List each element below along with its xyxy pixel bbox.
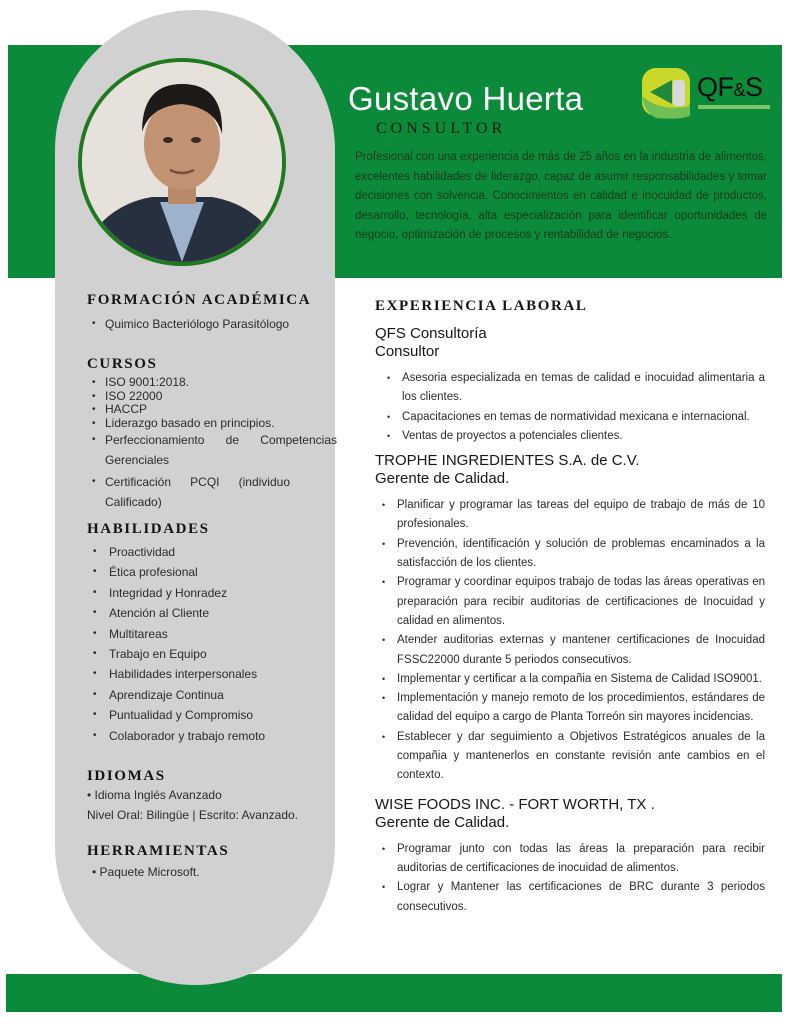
cursos-list bbox=[87, 376, 337, 512]
curso-item: • ISO 22000 bbox=[87, 390, 337, 404]
job-duty: • Atender auditorias externas y mantener certificaciones de Inocuidad FSSC22000 durante 5 periodos consecutivos. bbox=[375, 631, 765, 670]
experience-section bbox=[375, 298, 765, 917]
habilidad-item: • Multitareas bbox=[87, 624, 337, 644]
curso-item: • Perfeccionamiento de Competencias Gerenciales bbox=[87, 430, 337, 470]
habilidad-item: • Proactividad bbox=[87, 542, 337, 562]
curso-item: • HACCP bbox=[87, 403, 337, 417]
job-duty: • Programar junto con todas las áreas la preparación para recibir auditorias de certificaciones de inocuidad de alimentos. bbox=[375, 840, 765, 879]
idiomas-detail: Nivel Oral: Bilingüe | Escrito: Avanzado. bbox=[87, 808, 298, 823]
footer-bar bbox=[6, 974, 782, 1012]
job-duties bbox=[375, 840, 765, 917]
company-logo bbox=[640, 66, 775, 122]
curso-item: • ISO 9001:2018. bbox=[87, 376, 337, 390]
experiencia-heading: EXPERIENCIA LABORAL bbox=[375, 298, 588, 314]
habilidad-item: • Ética profesional bbox=[87, 562, 337, 582]
job-duty: • Prevención, identificación y solución de problemas encaminados a la satisfacción de los clientes. bbox=[375, 535, 765, 574]
person-name: Gustavo Huerta bbox=[348, 80, 584, 117]
habilidades-heading: HABILIDADES bbox=[87, 521, 210, 537]
profile-photo bbox=[78, 58, 286, 266]
job-title: Gerente de Calidad. bbox=[375, 813, 510, 831]
habilidad-item: • Colaborador y trabajo remoto bbox=[87, 726, 337, 746]
job-duty: • Capacitaciones en temas de normatividad mexicana e internacional. bbox=[380, 408, 765, 427]
logo-text: QF&S bbox=[697, 72, 763, 102]
cursos-heading: CURSOS bbox=[87, 356, 158, 372]
job-duty: • Programar y coordinar equipos trabajo de todas las áreas operativas en preparación para recibir auditorias de certificaciones de Inocuidad y calidad en alimentos. bbox=[375, 573, 765, 631]
habilidad-item: • Integridad y Honradez bbox=[87, 583, 337, 603]
curso-item: • Certificación PCQI (individuo Calificado) bbox=[87, 472, 290, 512]
person-role: CONSULTOR bbox=[376, 120, 507, 137]
formacion-list bbox=[87, 314, 337, 334]
job-company: TROPHE INGREDIENTES S.A. de C.V. bbox=[375, 452, 640, 470]
left-column bbox=[87, 292, 337, 882]
job-duty: • Establecer y dar seguimiento a Objetivos Estratégicos anuales de la compañia y mantenerlos en constante revisión ante cambios en el contexto. bbox=[375, 728, 765, 786]
job-title: Consultor bbox=[375, 343, 440, 360]
habilidad-item: • Habilidades interpersonales bbox=[87, 664, 337, 684]
job-duty: • Lograr y Mantener las certificaciones de BRC durante 3 periodos consecutivos. bbox=[375, 878, 765, 917]
logo-mark-icon bbox=[640, 66, 696, 122]
job-duty: • Implementación y manejo remoto de los procedimientos, estándares de calidad del equipo a cargo de Planta Torreón sin mayores incidencias. bbox=[375, 689, 765, 728]
job-company: WISE FOODS INC. - FORT WORTH, TX . bbox=[375, 795, 655, 813]
habilidad-item: • Aprendizaje Continua bbox=[87, 685, 337, 705]
job-title: Gerente de Calidad. bbox=[375, 470, 510, 488]
job-duties bbox=[375, 496, 765, 785]
job-duty: • Asesoria especializada en temas de calidad e inocuidad alimentaria a los clientes. bbox=[380, 369, 765, 408]
idiomas-heading: IDIOMAS bbox=[87, 768, 166, 785]
habilidad-item: • Trabajo en Equipo bbox=[87, 644, 337, 664]
curso-item: • Liderazgo basado en principios. bbox=[87, 417, 337, 431]
job-duty: • Planificar y programar las tareas del equipo de trabajo de más de 10 profesionales. bbox=[375, 496, 765, 535]
profile-summary: Profesional con una experiencia de más de 25 años en la industria de alimentos, excelentes habilidades de liderazgo, capaz de asumir responsabilidades y tomar decisiones con solvencia. Conocimientos en calidad e inocuidad de productos, desarrollo, tecnología, alta especialización para identificar oportunidades de negocio, optimización de procesos y rentabilidad de negocios. bbox=[355, 151, 767, 241]
job-entry bbox=[375, 452, 765, 785]
habilidad-item: • Puntualidad y Compromiso bbox=[87, 705, 337, 725]
job-duties bbox=[375, 369, 765, 446]
habilidad-item: • Atención al Cliente bbox=[87, 603, 337, 623]
formacion-heading: FORMACIÓN ACADÉMICA bbox=[87, 292, 312, 308]
habilidades-list bbox=[87, 542, 337, 746]
job-company: QFS Consultoría bbox=[375, 325, 487, 342]
herramientas-heading: HERRAMIENTAS bbox=[87, 843, 230, 860]
job-duty: • Ventas de proyectos a potenciales clientes. bbox=[380, 427, 765, 446]
job-duty: • Implementar y certificar a la compañia en Sistema de Calidad ISO9001. bbox=[375, 670, 765, 689]
job-entry bbox=[375, 325, 765, 446]
herramientas-item: • Paquete Microsoft. bbox=[92, 865, 200, 880]
formacion-item: • Quimico Bacteriólogo Parasitólogo bbox=[87, 314, 337, 334]
idiomas-item: • Idioma Inglés Avanzado bbox=[87, 788, 222, 803]
job-entry bbox=[375, 796, 765, 917]
logo-tagline-bar bbox=[698, 105, 770, 109]
